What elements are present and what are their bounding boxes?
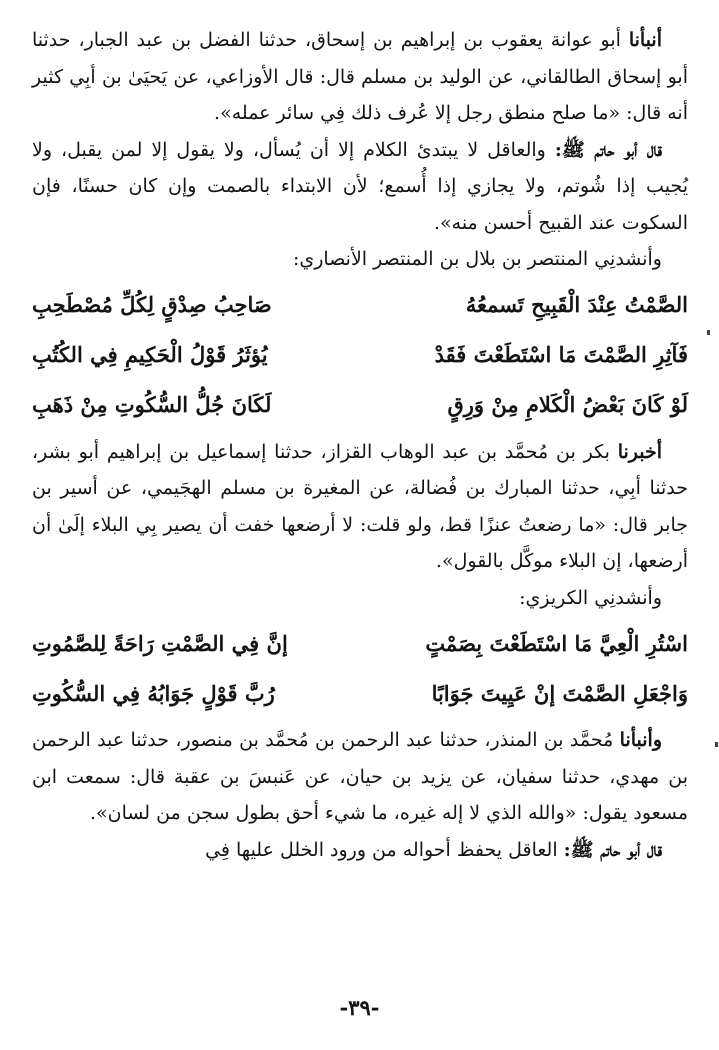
verse-first-hemistich: الصَّمْتُ عِنْدَ الْقَبِيحِ تَسمعُهُ [465, 292, 688, 317]
verse-second-hemistich: يُؤثَرُ قَوْلُ الْحَكِيمِ فِي الكُتُبِ [32, 342, 268, 367]
paragraph-5 [32, 580, 688, 617]
poem-1 [32, 280, 688, 430]
verse-first-hemistich: اسْتُرِ الْعِيَّ مَا اسْتَطَعْتَ بِصَمْتٍ [425, 630, 688, 656]
paragraph-text: أبو عوانة يعقوب بن إبراهيم بن إسحاق، حدثنا الفضل بن عبد الجبار، حدثنا أبو إسحاق الطالقاني، عن الوليد بن مسلم قال: قال الأوزاعي، عن يَحيَىٰ بن أبِي كثير أنه قال: «ما صلح منطق رجل إلا عُرف ذلك فِي سائر عمله». [32, 29, 688, 124]
verse-second-hemistich: رُبَّ قَوْلٍ جَوَابُهُ فِي السُّكُوتِ [32, 680, 275, 706]
verse-second-hemistich: لَكَانَ جُلُّ السُّكُوتِ مِنْ ذَهَبِ [32, 392, 272, 417]
verse-second-hemistich: إنَّ فِي الصَّمْتِ رَاحَةً لِلصَّمُوتِ [32, 630, 288, 656]
paragraph-1 [32, 22, 688, 132]
margin-tick-mark [707, 330, 710, 335]
verse-first-hemistich: وَاجْعَلِ الصَّمْتَ إنْ عَيِيتَ جَوَابًا [431, 680, 688, 706]
verse-line [32, 330, 688, 380]
book-page [32, 22, 688, 1028]
paragraph-lead: وأنبأنا [619, 729, 662, 751]
verse-first-hemistich: لَوْ كَانَ بَعْضُ الْكَلامِ مِنْ وَرِقٍ [447, 392, 688, 417]
paragraph-text: مُحمَّد بن المنذر، حدثنا عبد الرحمن بن مُحمَّد بن منصور، حدثنا عبد الرحمن بن مهدي، حدثنا سفيان، عن يزيد بن حيان، عن عَنبسَ بن عقبة قال: سمعت ابن مسعود يقول: «والله الذي لا إله غيره، ما شيء أحق بطول سجن من لسان». [32, 729, 688, 824]
poem-2 [32, 618, 688, 718]
verse-first-hemistich: فَآثِرِ الصَّمْتَ مَا اسْتَطَعْتَ فَقَدْ [434, 342, 688, 367]
paragraph-lead: أخبرنا [617, 440, 663, 463]
margin-tick-mark [715, 742, 718, 747]
paragraph-lead: قال أبو حاتم ﷺ: [554, 138, 662, 161]
paragraph-6 [32, 722, 688, 832]
paragraph-7 [32, 832, 688, 869]
verse-line [32, 380, 688, 430]
paragraph-text: وأنشدنِي الكريزي: [519, 586, 662, 609]
paragraph-4 [32, 434, 688, 580]
page-number: -٣٩- [339, 995, 380, 1020]
paragraph-text: العاقل يحفظ أحواله من ورود الخلل عليها فِي [205, 838, 558, 861]
verse-line [32, 668, 688, 718]
paragraph-lead: قال أبو حاتم ﷺ: [563, 838, 662, 861]
paragraph-text: وأنشدنِي المنتصر بن بلال بن المنتصر الأنصاري: [292, 248, 662, 270]
paragraph-3 [32, 241, 688, 278]
paragraph-2 [32, 132, 688, 242]
verse-line [32, 618, 688, 668]
paragraph-text: بكر بن مُحمَّد بن عبد الوهاب القزاز، حدثنا إسماعيل بن إبراهيم أبو بشر، حدثنا أبِي، حدثنا المبارك بن فُضالة، عن المغيرة بن مسلم الهجَيمي، عن أسير بن جابر قال: «ما رضعتُ عنزًا قط، ولو قلت: لا أرضعها خفت أن يصير بِي البلاء إلَىٰ أن أرضعها، إن البلاء موكَّل بالقول». [32, 440, 688, 572]
verse-second-hemistich: صَاحِبُ صِدْقٍ لِكُلِّ مُصْطَحِبِ [32, 292, 272, 317]
paragraph-lead: أنبأنا [628, 29, 662, 51]
verse-line [32, 280, 688, 330]
paragraph-text: والعاقل لا يبتدئ الكلام إلا أن يُسأل، ولا يقول إلا لمن يقبل، ولا يُجيب إذا شُوتم، ولا يجازي إذا أُسمع؛ لأن الابتداء بالصمت وإن كان حسنًا، فإن السكوت عند القبيح أحسن منه». [32, 138, 688, 234]
